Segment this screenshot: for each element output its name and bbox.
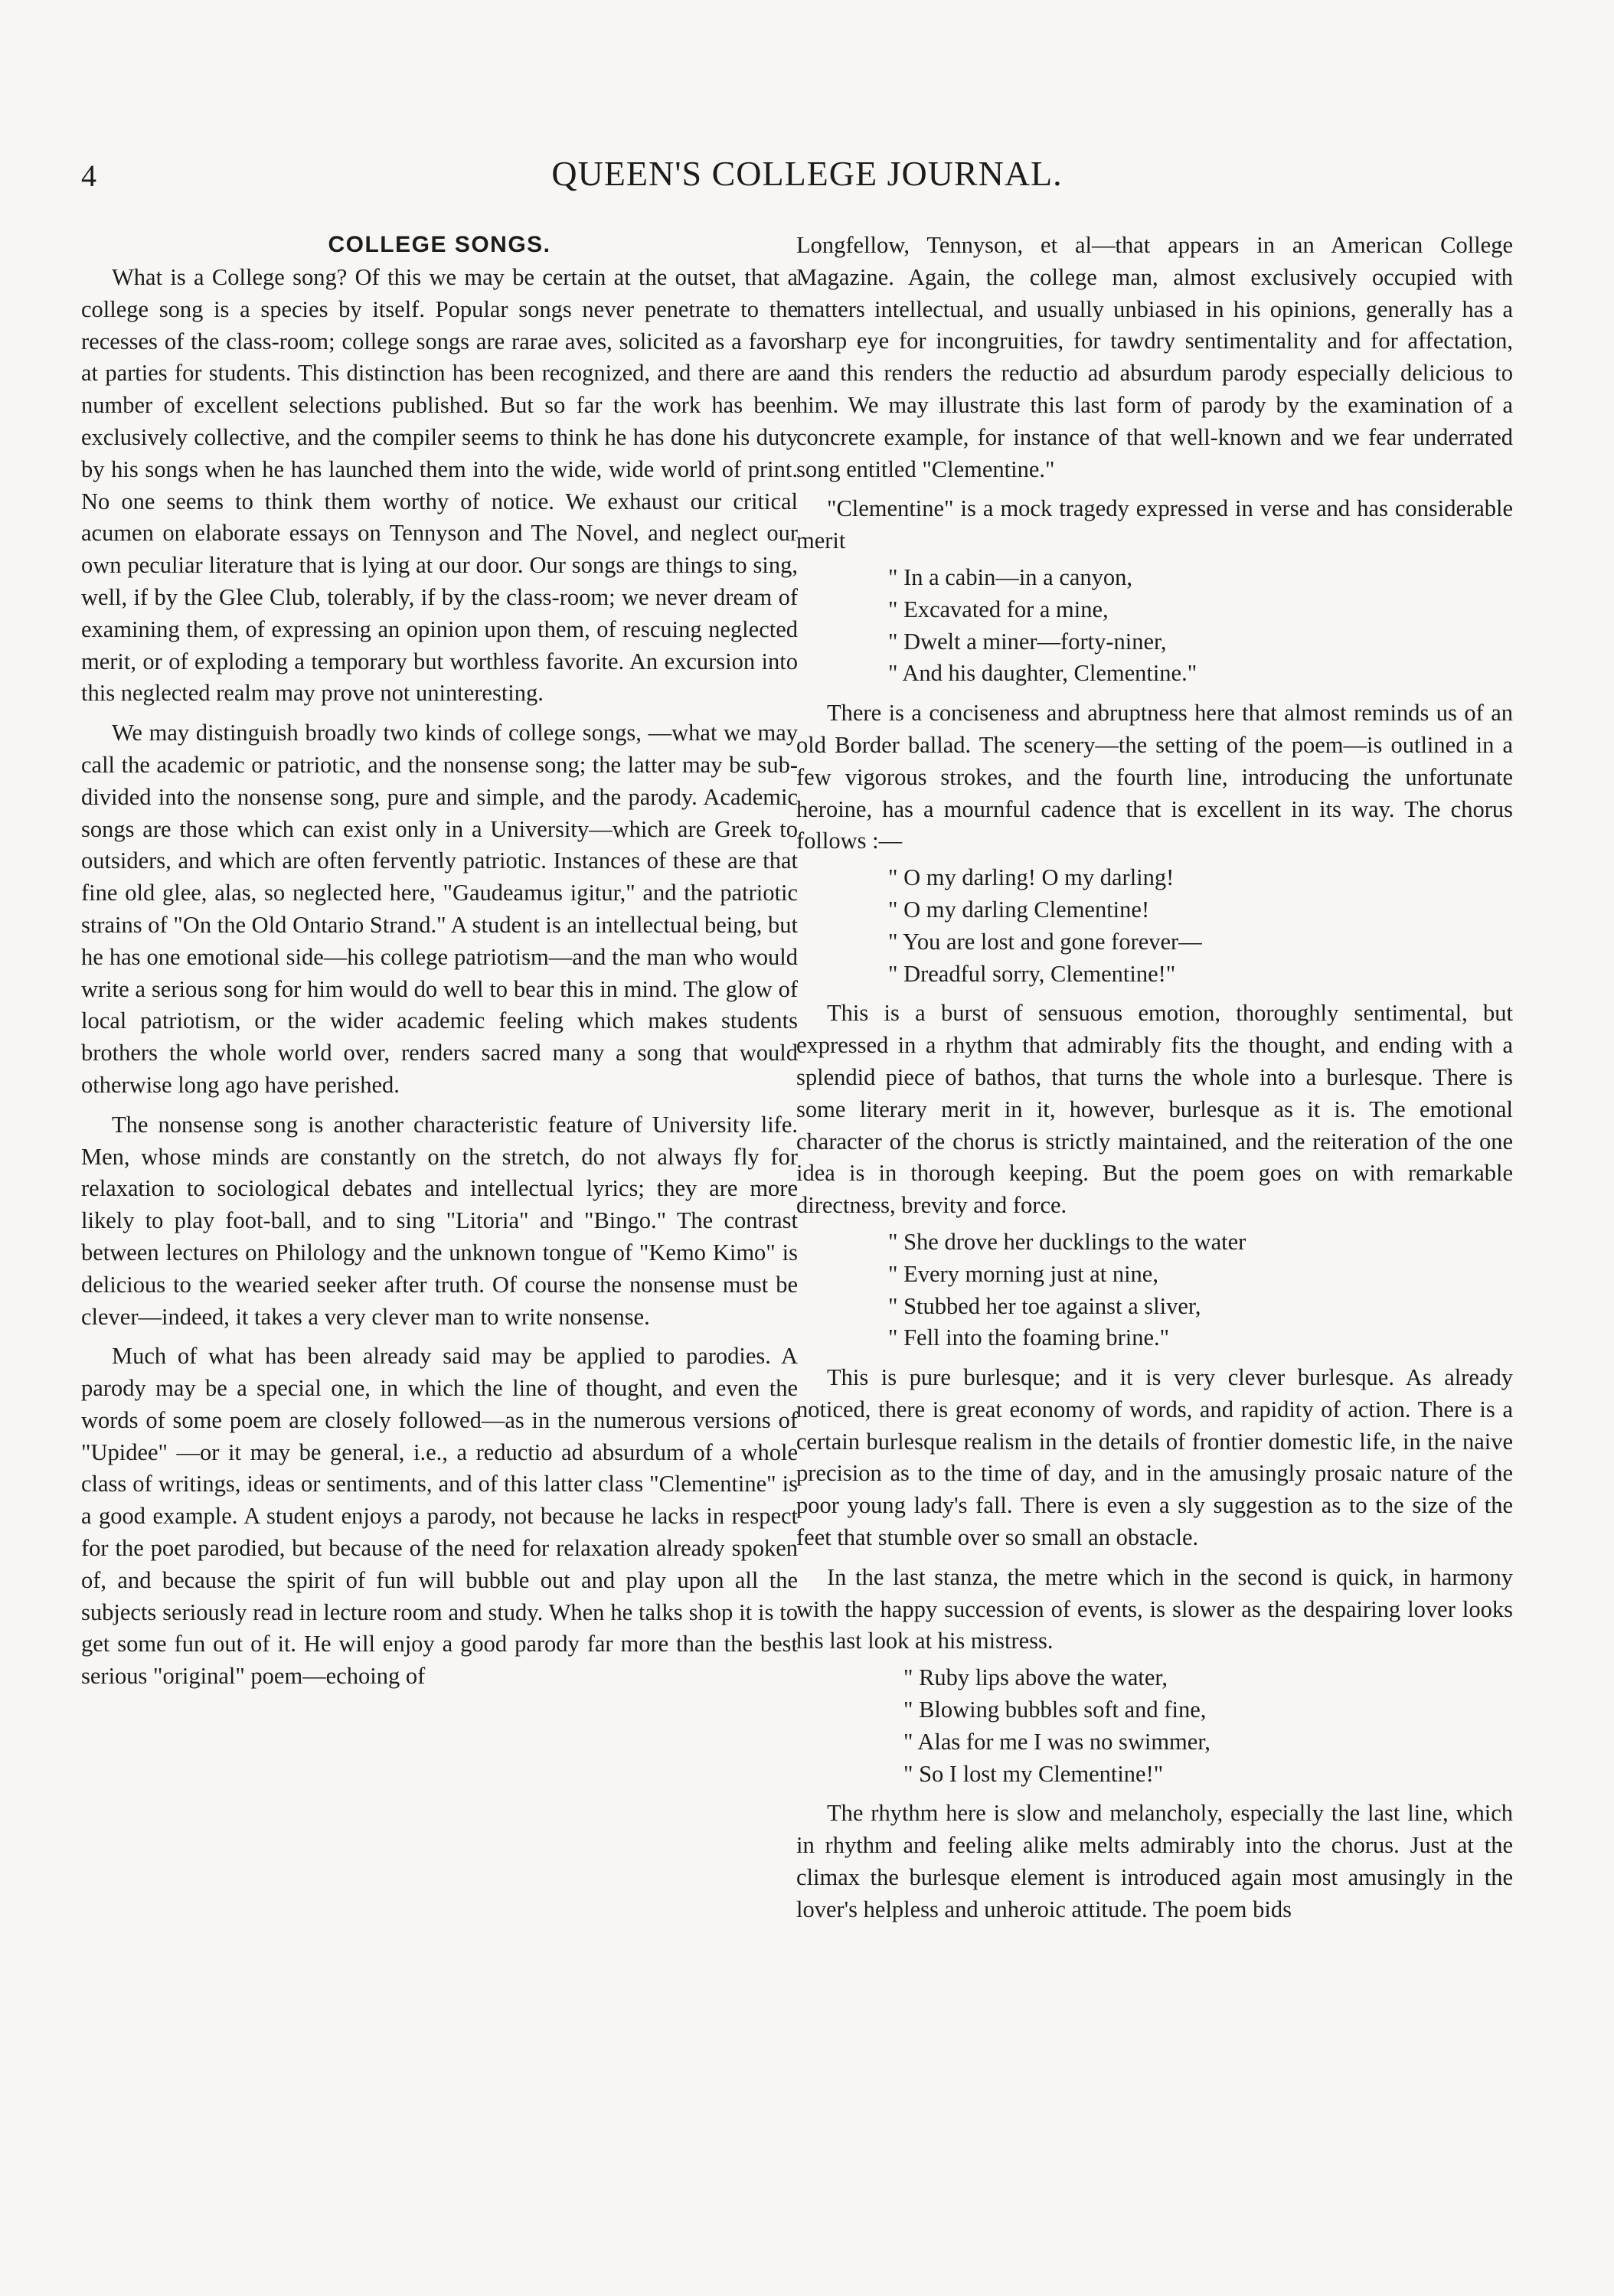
verse-line: " Excavated for a mine, xyxy=(888,596,1109,622)
verse-line: " O my darling! O my darling! xyxy=(888,864,1175,891)
left-column xyxy=(81,230,798,1693)
verse-line: " In a cabin—in a canyon, xyxy=(888,563,1133,590)
paragraph: Longfellow, Tennyson, et al—that appears in an American College Magazine. Again, the college man, almost exclusively occupied with matters intellectual, and usually unbiased in his opinions, generally has a sharp eye for incongruities, for tawdry sentimentality and for affectation, and this renders the reductio ad absurdum parody especially delicious to him. We may illustrate this last form of parody by the examination of a concrete example, for instance of that well-known and we fear underrated song entitled "Clementine." xyxy=(796,232,1513,482)
verse-line: " Stubbed her toe against a sliver, xyxy=(888,1292,1201,1319)
page-number: 4 xyxy=(81,158,96,193)
verse-stanza-1 xyxy=(796,562,1513,690)
paragraph: This is a burst of sensuous emotion, thoroughly sentimental, but expressed in a rhythm that admirably fits the thought, and ending with a splendid piece of bathos, that turns the whole into a burlesque. There is some literary merit in it, however, burlesque as it is. The emotional character of the chorus is strictly maintained, and the reiteration of the one idea is in thorough keeping. But the poem goes on with remarkable directness, brevity and force. xyxy=(796,1000,1513,1219)
verse-line: " And his daughter, Clementine." xyxy=(888,660,1197,687)
verse-line: " Dwelt a miner—forty-niner, xyxy=(888,628,1167,655)
paragraph: "Clementine" is a mock tragedy expressed in verse and has considerable merit xyxy=(796,495,1513,554)
paragraph: The nonsense song is another characteristic feature of University life. Men, whose minds are constantly on the stretch, do not always fly for relaxation to sociological debates and intellectual lyrics; they are more likely to play foot-ball, and to sing "Litoria" and "Bingo." The contrast between lectures on Philology and the unknown tongue of "Kemo Kimo" is delicious to the wearied seeker after truth. Of course the nonsense must be clever—indeed, it takes a very clever man to write nonsense. xyxy=(81,1111,798,1330)
article-heading: COLLEGE SONGS. xyxy=(328,232,551,257)
paragraph: We may distinguish broadly two kinds of college songs, —what we may call the academic or patriotic, and the nonsense song; the latter may be sub-divided into the nonsense song, pure and simple, and the parody. Academic songs are those which can exist only in a University—which are Greek to outsiders, and which are often fervently patriotic. Instances of these are that fine old glee, alas, so neglected here, "Gaudeamus igitur," and the patriotic strains of "On the Old Ontario Strand." A student is an intellectual being, but he has one emotional side—his college patriotism—and the man who would write a serious song for him would do well to bear this in mind. The glow of local patriotism, or the wider academic feeling which makes students brothers the whole world over, renders sacred many a song that would otherwise long ago have perished. xyxy=(81,720,798,1098)
right-column xyxy=(796,230,1513,1926)
verse-line: " So I lost my Clementine!" xyxy=(903,1760,1164,1787)
verse-line: " Blowing bubbles soft and fine, xyxy=(903,1697,1207,1723)
running-head: QUEEN'S COLLEGE JOURNAL. xyxy=(551,154,1063,193)
verse-line: " Dreadful sorry, Clementine!" xyxy=(888,960,1176,987)
verse-stanza-4 xyxy=(796,1662,1513,1790)
verse-stanza-2 xyxy=(796,862,1513,990)
paragraph: In the last stanza, the metre which in the second is quick, in harmony with the happy succession of events, is slower as the despairing lover looks his last look at his mistress. xyxy=(796,1563,1513,1654)
verse-stanza-3 xyxy=(796,1226,1513,1354)
verse-line: " Every morning just at nine, xyxy=(888,1260,1158,1287)
paragraph: This is pure burlesque; and it is very clever burlesque. As already noticed, there is great economy of words, and rapidity of action. There is a certain burlesque realism in the details of frontier domestic life, in the naive precision as to the time of day, and in the amusingly prosaic nature of the poor young lady's fall. There is even a sly suggestion as to the size of the feet that stumble over so small an obstacle. xyxy=(796,1364,1513,1551)
verse-line: " O my darling Clementine! xyxy=(888,896,1150,923)
verse-line: " Fell into the foaming brine." xyxy=(888,1324,1170,1351)
paragraph: The rhythm here is slow and melancholy, especially the last line, which in rhythm and feeling alike melts admirably into the chorus. Just at the climax the burlesque element is introduced again most amusingly in the lover's helpless and unheroic attitude. The poem bids xyxy=(796,1800,1513,1922)
paragraph: Much of what has been already said may be applied to parodies. A parody may be a special one, in which the line of thought, and even the words of some poem are closely followed—as in the numerous versions of "Upidee" —or it may be general, i.e., a reductio ad absurdum of a whole class of writings, ideas or sentiments, and of this latter class "Clementine" is a good example. A student enjoys a parody, not because he lacks in respect for the poet parodied, but because of the need for relaxation already spoken of, and because the spirit of fun will bubble out and play upon all the subjects seriously read in lecture room and study. When he talks shop it is to get some fun out of it. He will enjoy a good parody far more than the best serious "original" poem—echoing of xyxy=(81,1343,798,1690)
verse-line: " You are lost and gone forever— xyxy=(888,928,1202,955)
paragraph: There is a conciseness and abruptness here that almost reminds us of an old Border ballad. The scenery—the setting of the poem—is outlined in a few vigorous strokes, and the fourth line, introducing the unfortunate heroine, has a mournful cadence that is excellent in its way. The chorus follows :— xyxy=(796,700,1513,854)
verse-line: " Alas for me I was no swimmer, xyxy=(903,1728,1210,1755)
paragraph: What is a College song? Of this we may be certain at the outset, that a college song is a species by itself. Popular songs never penetrate to the recesses of the class-room; college songs are rarae aves, solicited as a favor at parties for students. This distinction has been recognized, and there are a number of excellent selections published. But so far the work has been exclusively collective, and the compiler seems to think he has done his duty by his songs when he has launched them into the wide, wide world of print. No one seems to think them worthy of notice. We exhaust our critical acumen on elaborate essays on Tennyson and The Novel, and neglect our own peculiar literature that is lying at our door. Our songs are things to sing, well, if by the Glee Club, tolerably, if by the class-room; we never dream of examining them, of expressing an opinion upon them, of rescuing neglected merit, or of exploding a temporary but worthless favorite. An excursion into this neglected realm may prove not uninteresting. xyxy=(81,264,798,707)
verse-line: " Ruby lips above the water, xyxy=(903,1664,1168,1691)
verse-line: " She drove her ducklings to the water xyxy=(888,1228,1246,1255)
